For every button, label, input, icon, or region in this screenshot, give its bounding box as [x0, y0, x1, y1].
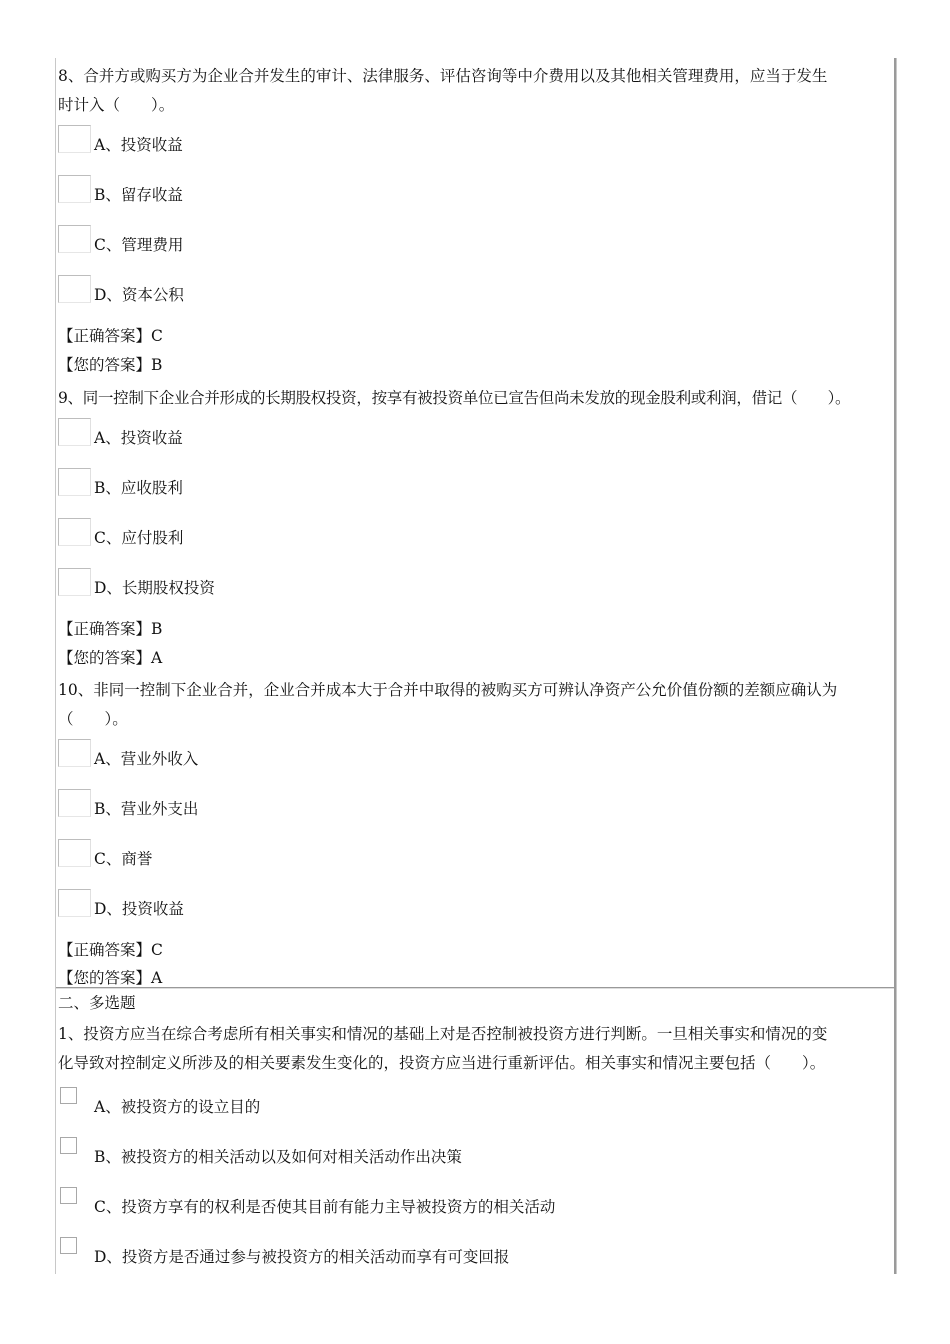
checkbox[interactable]	[60, 1137, 77, 1154]
q9-your-answer: 【您的答案】A	[58, 649, 163, 667]
question-9-text	[58, 384, 890, 413]
question-10-line1: 10、非同一控制下企业合并，企业合并成本大于合并中取得的被购买方可辨认净资产公允价值份额的差额应确认为	[58, 681, 838, 699]
option-label: C、投资方享有的权利是否使其目前有能力主导被投资方的相关活动	[94, 1198, 556, 1216]
option-label: C、应付股利	[94, 529, 184, 547]
option-label: A、被投资方的设立目的	[94, 1098, 261, 1116]
radio-box[interactable]	[58, 175, 91, 203]
question-8-line2: 时计入（ ）。	[58, 96, 175, 114]
option-label: D、投资方是否通过参与被投资方的相关活动而享有可变回报	[94, 1248, 510, 1266]
question-8-text	[58, 62, 890, 120]
q10-correct-answer: 【正确答案】C	[58, 941, 163, 959]
checkbox[interactable]	[60, 1087, 77, 1104]
option-label: B、被投资方的相关活动以及如何对相关活动作出决策	[94, 1148, 462, 1166]
radio-box[interactable]	[58, 225, 91, 253]
radio-box[interactable]	[58, 568, 91, 596]
radio-box[interactable]	[58, 275, 91, 303]
option-label: C、管理费用	[94, 236, 184, 254]
question-10-line2: （ ）。	[58, 710, 128, 728]
option-label: B、留存收益	[94, 186, 183, 204]
option-label: D、投资收益	[94, 900, 184, 918]
option-label: A、营业外收入	[94, 750, 199, 768]
radio-box[interactable]	[58, 739, 91, 767]
radio-box[interactable]	[58, 468, 91, 496]
option-label: A、投资收益	[94, 429, 183, 447]
q8-your-answer: 【您的答案】B	[58, 356, 163, 374]
radio-box[interactable]	[58, 789, 91, 817]
option-label: B、应收股利	[94, 479, 183, 497]
section-divider	[56, 987, 894, 989]
radio-box[interactable]	[58, 889, 91, 917]
option-label: C、商誉	[94, 850, 153, 868]
multi-question-1-line1: 1、投资方应当在综合考虑所有相关事实和情况的基础上对是否控制被投资方进行判断。一旦相关事实和情况的变	[58, 1025, 828, 1043]
question-8-line1: 8、合并方或购买方为企业合并发生的审计、法律服务、评估咨询等中介费用以及其他相关管理费用，应当于发生	[58, 67, 828, 85]
checkbox[interactable]	[60, 1237, 77, 1254]
checkbox[interactable]	[60, 1187, 77, 1204]
q9-correct-answer: 【正确答案】B	[58, 620, 163, 638]
scrollbar-edge	[894, 58, 896, 1274]
q8-correct-answer: 【正确答案】C	[58, 327, 163, 345]
option-label: D、资本公积	[94, 286, 184, 304]
section-title: 二、多选题	[58, 994, 136, 1012]
radio-box[interactable]	[58, 839, 91, 867]
option-label: A、投资收益	[94, 136, 183, 154]
multi-question-1-line2: 化导致对控制定义所涉及的相关要素发生变化的，投资方应当进行重新评估。相关事实和情况主要包括（ ）。	[58, 1054, 826, 1072]
radio-box[interactable]	[58, 125, 91, 153]
q10-your-answer: 【您的答案】A	[58, 969, 163, 987]
option-label: D、长期股权投资	[94, 579, 215, 597]
question-9-line1: 9、同一控制下企业合并形成的长期股权投资，按享有被投资单位已宣告但尚未发放的现金股利或利润，借记（ ）。	[58, 389, 851, 407]
option-label: B、营业外支出	[94, 800, 199, 818]
radio-box[interactable]	[58, 418, 91, 446]
multi-question-1-text	[58, 1020, 890, 1078]
question-10-text	[58, 676, 890, 734]
radio-box[interactable]	[58, 518, 91, 546]
